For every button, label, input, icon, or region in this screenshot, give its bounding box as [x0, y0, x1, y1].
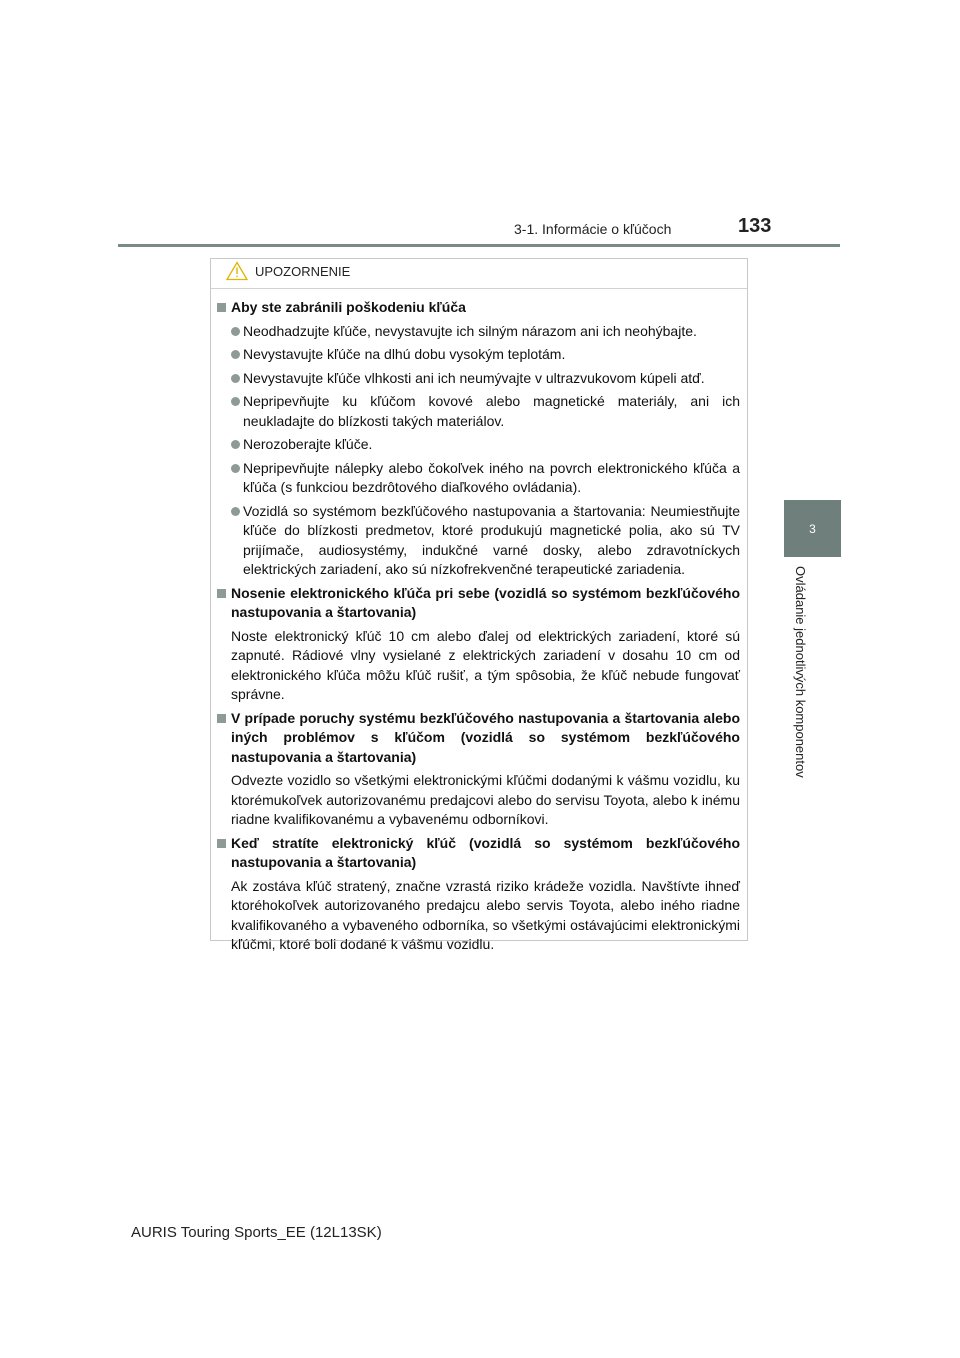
square-bullet-icon [217, 714, 226, 723]
page-number: 133 [738, 215, 772, 237]
list-item: Nevystavujte kľúče vlhkosti ani ich neumývajte v ultrazvukovom kúpeli atď. [217, 369, 740, 389]
circle-bullet-icon [231, 327, 240, 336]
list-item: Nepripevňujte ku kľúčom kovové alebo magnetické materiály, ani ich neukladajte do blízkosti takých materiálov. [217, 392, 740, 431]
section-heading: Keď stratíte elektronický kľúč (vozidlá so systémom bezkľúčového nastupovania a štartovania) [217, 834, 740, 873]
circle-bullet-icon [231, 440, 240, 449]
warning-triangle-icon [226, 261, 248, 286]
header-divider [118, 244, 840, 247]
section-heading: Nosenie elektronického kľúča pri sebe (vozidlá so systémom bezkľúčového nastupovania a štartovania) [217, 584, 740, 623]
section-heading: Aby ste zabránili poškodeniu kľúča [217, 298, 740, 318]
square-bullet-icon [217, 589, 226, 598]
square-bullet-icon [217, 839, 226, 848]
circle-bullet-icon [231, 464, 240, 473]
circle-bullet-icon [231, 507, 240, 516]
list-item: Neodhadzujte kľúče, nevystavujte ich silným nárazom ani ich neohýbajte. [217, 322, 740, 342]
list-item: Nevystavujte kľúče na dlhú dobu vysokým teplotám. [217, 345, 740, 365]
warning-title: UPOZORNENIE [255, 264, 351, 279]
section-text: Odvezte vozidlo so všetkými elektronickými kľúčmi dodanými k vášmu vozidlu, ku ktorémukoľvek autorizovanému predajcovi alebo do servisu Toyota, alebo k inému riadne kvalifikovanému a vybavenému odborníkovi. [231, 772, 740, 827]
warning-box [210, 258, 748, 952]
circle-bullet-icon [231, 374, 240, 383]
chapter-title: Ovládanie jednotlivých komponentov [793, 566, 808, 778]
section-title: 3-1. Informácie o kľúčoch [514, 221, 672, 237]
warning-body [211, 289, 747, 955]
chapter-tab: 3 [784, 500, 841, 557]
circle-bullet-icon [231, 397, 240, 406]
section-text: Ak zostáva kľúč stratený, značne vzrastá riziko krádeže vozidla. Navštívte ihneď ktoréhokoľvek autorizovaného predajcu alebo servis Toyota, alebo iného riadne kvalifikovaného a vybaveného odborníka, so všetkými ostávajúcimi elektronickými kľúčmi, ktoré boli dodané k vášmu vozidlu. [231, 877, 740, 952]
circle-bullet-icon [231, 350, 240, 359]
section-text: Noste elektronický kľúč 10 cm alebo ďalej od elektrických zariadení, ktoré sú zapnuté. Rádiové vlny vysielané z elektrických zariadení v dosahu 10 cm od elektronického kľúča môžu kľúč rušiť, a tým spôsobia, že kľúč nebude fungovať správne. [231, 627, 740, 702]
list-item: Nepripevňujte nálepky alebo čokoľvek iného na povrch elektronického kľúča a kľúča (s funkciou bezdrôtového diaľkového ovládania). [217, 459, 740, 498]
footer-model: AURIS Touring Sports_EE (12L13SK) [131, 1224, 382, 1241]
warning-header [211, 259, 747, 289]
square-bullet-icon [217, 303, 226, 312]
list-item: Nerozoberajte kľúče. [217, 435, 740, 455]
section-heading: V prípade poruchy systému bezkľúčového nastupovania a štartovania alebo iných problémov s kľúčom (vozidlá so systémom bezkľúčového nastupovania a štartovania) [217, 709, 740, 768]
list-item: Vozidlá so systémom bezkľúčového nastupovania a štartovania: Neumiestňujte kľúče do blízkosti predmetov, ktoré produkujú magnetické polia, ako sú TV prijímače, audiosystémy, indukčné varné dosky, alebo zdravotníckych elektrických zariadení, ako sú nízkofrekvenčné terapeutické zariadenia. [217, 502, 740, 580]
